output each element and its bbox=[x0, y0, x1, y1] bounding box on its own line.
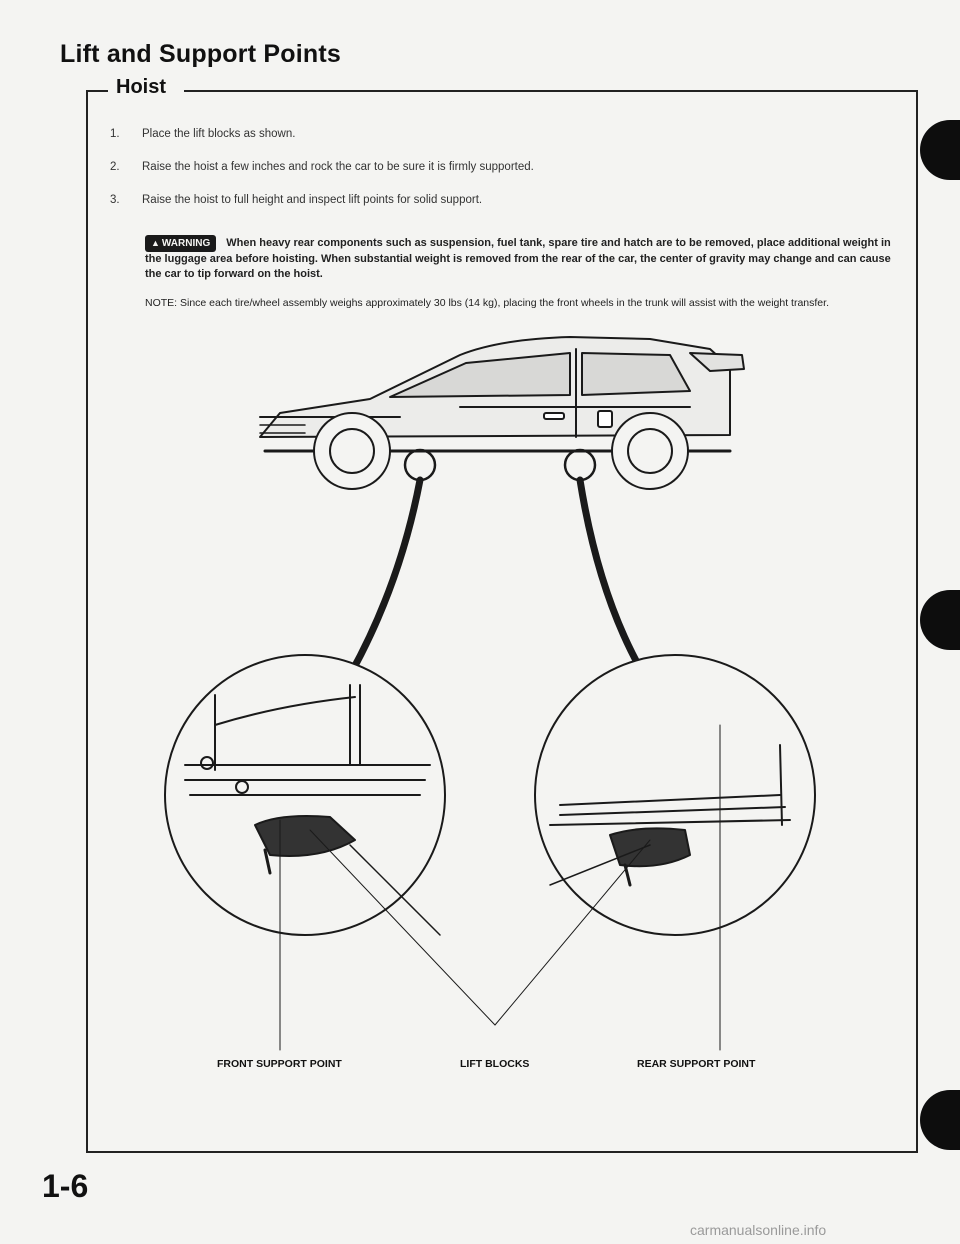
section-title: Hoist bbox=[112, 76, 170, 99]
step-number: 2. bbox=[110, 161, 120, 173]
binder-hole-mark bbox=[920, 590, 960, 650]
warning-label: WARNING bbox=[161, 238, 211, 249]
page-title: Lift and Support Points bbox=[60, 40, 341, 68]
step-number: 1. bbox=[110, 128, 120, 140]
step-text: Raise the hoist a few inches and rock the car to be sure it is firmly supported. bbox=[142, 161, 534, 173]
front-detail-magnifier bbox=[165, 655, 445, 935]
note-text: NOTE: Since each tire/wheel assembly weighs approximately 30 lbs (14 kg), placing the front wheels in the trunk will assist with the weight transfer. bbox=[145, 297, 829, 309]
warning-text: When heavy rear components such as suspension, fuel tank, spare tire and hatch are to be removed, place additional weight in the luggage area before hoisting. When substantial weight is removed from the rear of the car, the center of gravity may change and can cause the car to tip forward on the hoist. bbox=[145, 237, 891, 280]
step-list bbox=[110, 128, 890, 227]
leader-curves bbox=[350, 480, 650, 685]
front-support-point-label: FRONT SUPPORT POINT bbox=[217, 1058, 342, 1070]
frame-top-border-right bbox=[184, 90, 918, 92]
warning-block bbox=[145, 235, 895, 282]
step-text: Place the lift blocks as shown. bbox=[142, 128, 296, 140]
watermark-text: carmanualsonline.info bbox=[690, 1222, 827, 1238]
binder-hole-mark bbox=[920, 120, 960, 180]
rear-support-point-label: REAR SUPPORT POINT bbox=[637, 1058, 756, 1070]
binder-hole-mark bbox=[920, 1090, 960, 1150]
rear-detail-magnifier bbox=[535, 655, 815, 935]
step-item bbox=[110, 194, 890, 206]
step-text: Raise the hoist to full height and inspect lift points for solid support. bbox=[142, 194, 483, 206]
step-item bbox=[110, 128, 890, 140]
lift-blocks-label: LIFT BLOCKS bbox=[460, 1058, 530, 1070]
step-number: 3. bbox=[110, 194, 120, 206]
warning-triangle-icon: ▲ bbox=[151, 238, 160, 248]
warning-badge bbox=[145, 235, 216, 252]
car-side-view bbox=[260, 337, 744, 489]
page-number: 1-6 bbox=[42, 1168, 89, 1204]
lift-points-illustration bbox=[130, 325, 890, 1125]
step-item bbox=[110, 161, 890, 173]
frame-top-border-left bbox=[86, 90, 108, 92]
